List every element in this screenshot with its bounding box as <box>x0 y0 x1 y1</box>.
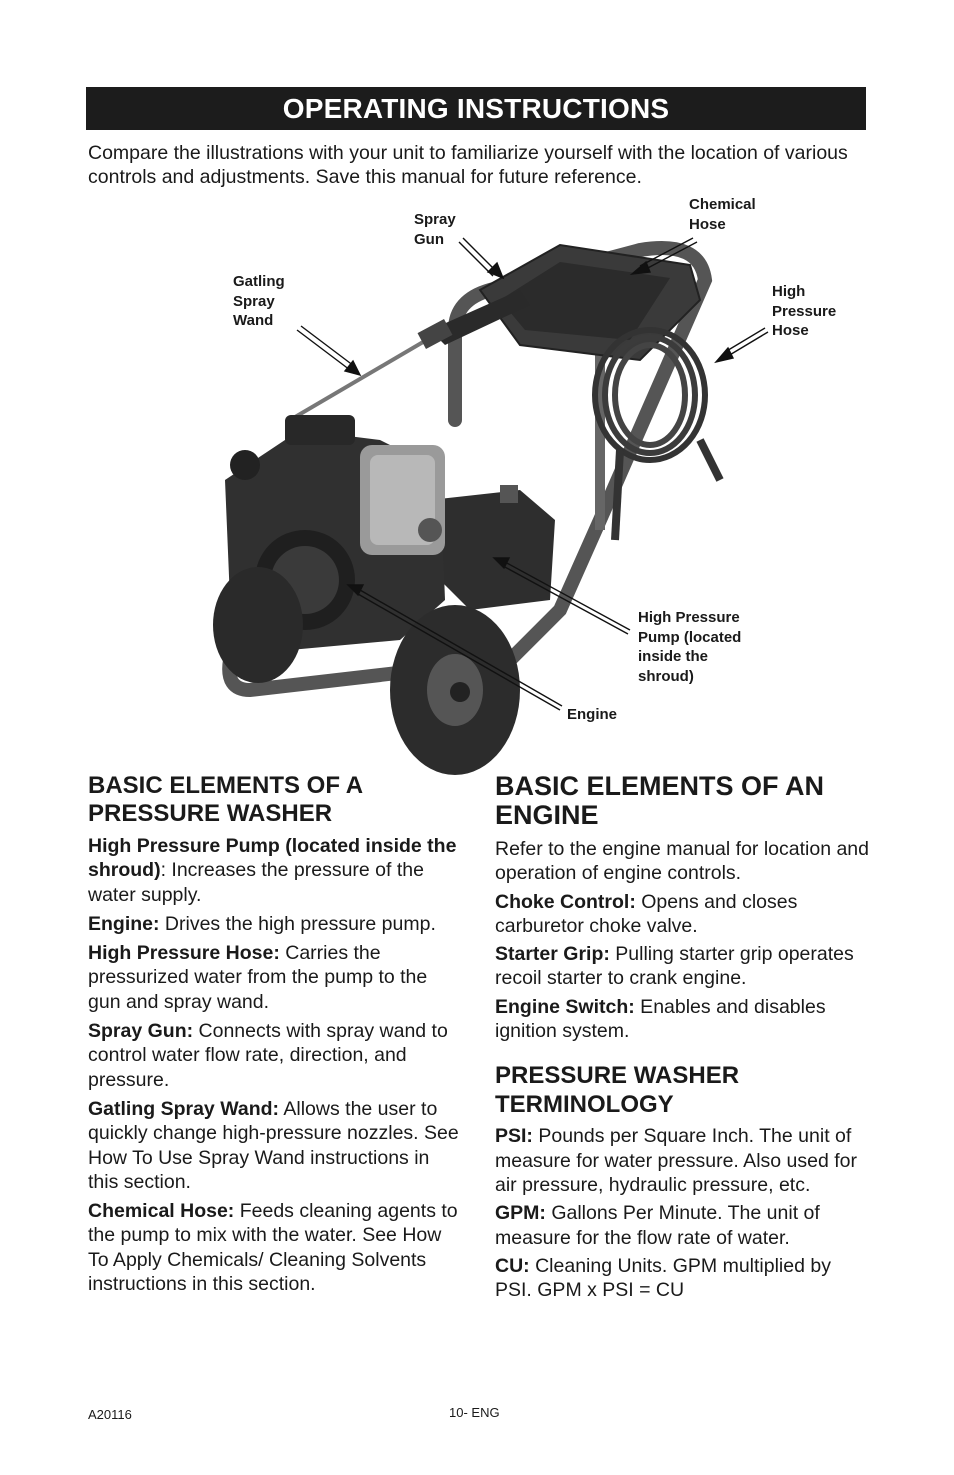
section-heading: BASIC ELEMENTS OF A PRESSURE WASHER <box>88 772 363 827</box>
terminology-term: CU: <box>495 1254 530 1277</box>
element-description: Connects with spray wand to control water flow rate, direction, and pressure. <box>88 1020 448 1091</box>
engine-entry <box>495 942 870 991</box>
element-entry <box>88 834 463 907</box>
callout-high-pressure-pump: High Pressure Pump (located inside the shroud) <box>638 609 742 685</box>
element-description: : Increases the pressure of the water supply. <box>88 859 424 906</box>
terminology-term: PSI: <box>495 1125 533 1148</box>
terminology-entry <box>495 1124 870 1197</box>
element-term: Gatling Spray Wand: <box>88 1097 280 1120</box>
section-heading: BASIC ELEMENTS OF AN ENGINE <box>495 771 825 830</box>
callout-chemical-hose: Chemical Hose <box>689 196 756 233</box>
terminology-term: GPM: <box>495 1202 546 1225</box>
engine-term: Starter Grip: <box>495 943 610 966</box>
element-entry <box>88 941 463 1014</box>
engine-description: Pulling starter grip operates recoil starter to crank engine. <box>495 943 854 990</box>
terminology-heading: PRESSURE WASHER TERMINOLOGY <box>495 1062 740 1119</box>
engine-description: Opens and closes carburetor choke valve. <box>495 890 798 937</box>
element-entry <box>88 1097 463 1194</box>
element-term: Chemical Hose: <box>88 1200 235 1223</box>
element-entry <box>88 912 463 936</box>
page-number: 10- ENG <box>449 1405 500 1420</box>
engine-term: Engine Switch: <box>495 995 635 1018</box>
engine-elements-section <box>495 772 870 1306</box>
element-description: Allows the user to quickly change high-pressure nozzles. See How To Use Spray Wand instructions in this section. <box>88 1097 459 1193</box>
document-code: A20116 <box>88 1407 132 1422</box>
element-description: Drives the high pressure pump. <box>159 912 436 935</box>
element-description: Carries the pressurized water from the pump to the gun and spray wand. <box>88 942 428 1013</box>
terminology-description: Gallons Per Minute. The unit of measure for the flow rate of water. <box>495 1202 820 1249</box>
terminology-description: Cleaning Units. GPM multiplied by PSI. GPM x PSI = CU <box>495 1254 831 1302</box>
pressure-washer-illustration <box>0 190 954 780</box>
engine-intro: Refer to the engine manual for location and operation of engine controls. <box>495 838 869 885</box>
element-entry <box>88 1199 463 1296</box>
callout-engine: Engine <box>567 706 618 723</box>
page-title: OPERATING INSTRUCTIONS <box>86 87 866 130</box>
intro-text: Compare the illustrations with your unit to familiarize yourself with the location of various controls and adjustments. Save this manual for future reference. <box>88 142 848 188</box>
callout-gatling-spray-wand: Gatling Spray Wand <box>233 273 285 329</box>
terminology-entry <box>495 1254 870 1303</box>
engine-entry <box>495 890 870 939</box>
element-term: High Pressure Pump (located inside the shroud) <box>88 835 457 882</box>
element-term: Spray Gun: <box>88 1020 194 1043</box>
terminology-description: Pounds per Square Inch. The unit of measure for water pressure. Also used for air pressure, hydraulic pressure, etc. <box>495 1125 857 1196</box>
engine-description: Enables and disables ignition system. <box>495 995 826 1043</box>
engine-entry <box>495 995 870 1044</box>
element-entry <box>88 1019 463 1092</box>
engine-term: Choke Control: <box>495 890 636 913</box>
callout-high-pressure-hose: High Pressure Hose <box>772 283 837 339</box>
element-term: Engine: <box>88 912 160 935</box>
callout-spray-gun: Spray Gun <box>414 211 456 248</box>
element-description: Feeds cleaning agents to the pump to mix with the water. See How To Apply Chemicals/ Cleaning Solvents instructions in this section. <box>88 1200 458 1296</box>
pressure-washer-drawing <box>0 190 954 780</box>
terminology-entry <box>495 1201 870 1250</box>
pressure-washer-elements-section <box>88 772 463 1301</box>
element-term: High Pressure Hose: <box>88 942 280 965</box>
